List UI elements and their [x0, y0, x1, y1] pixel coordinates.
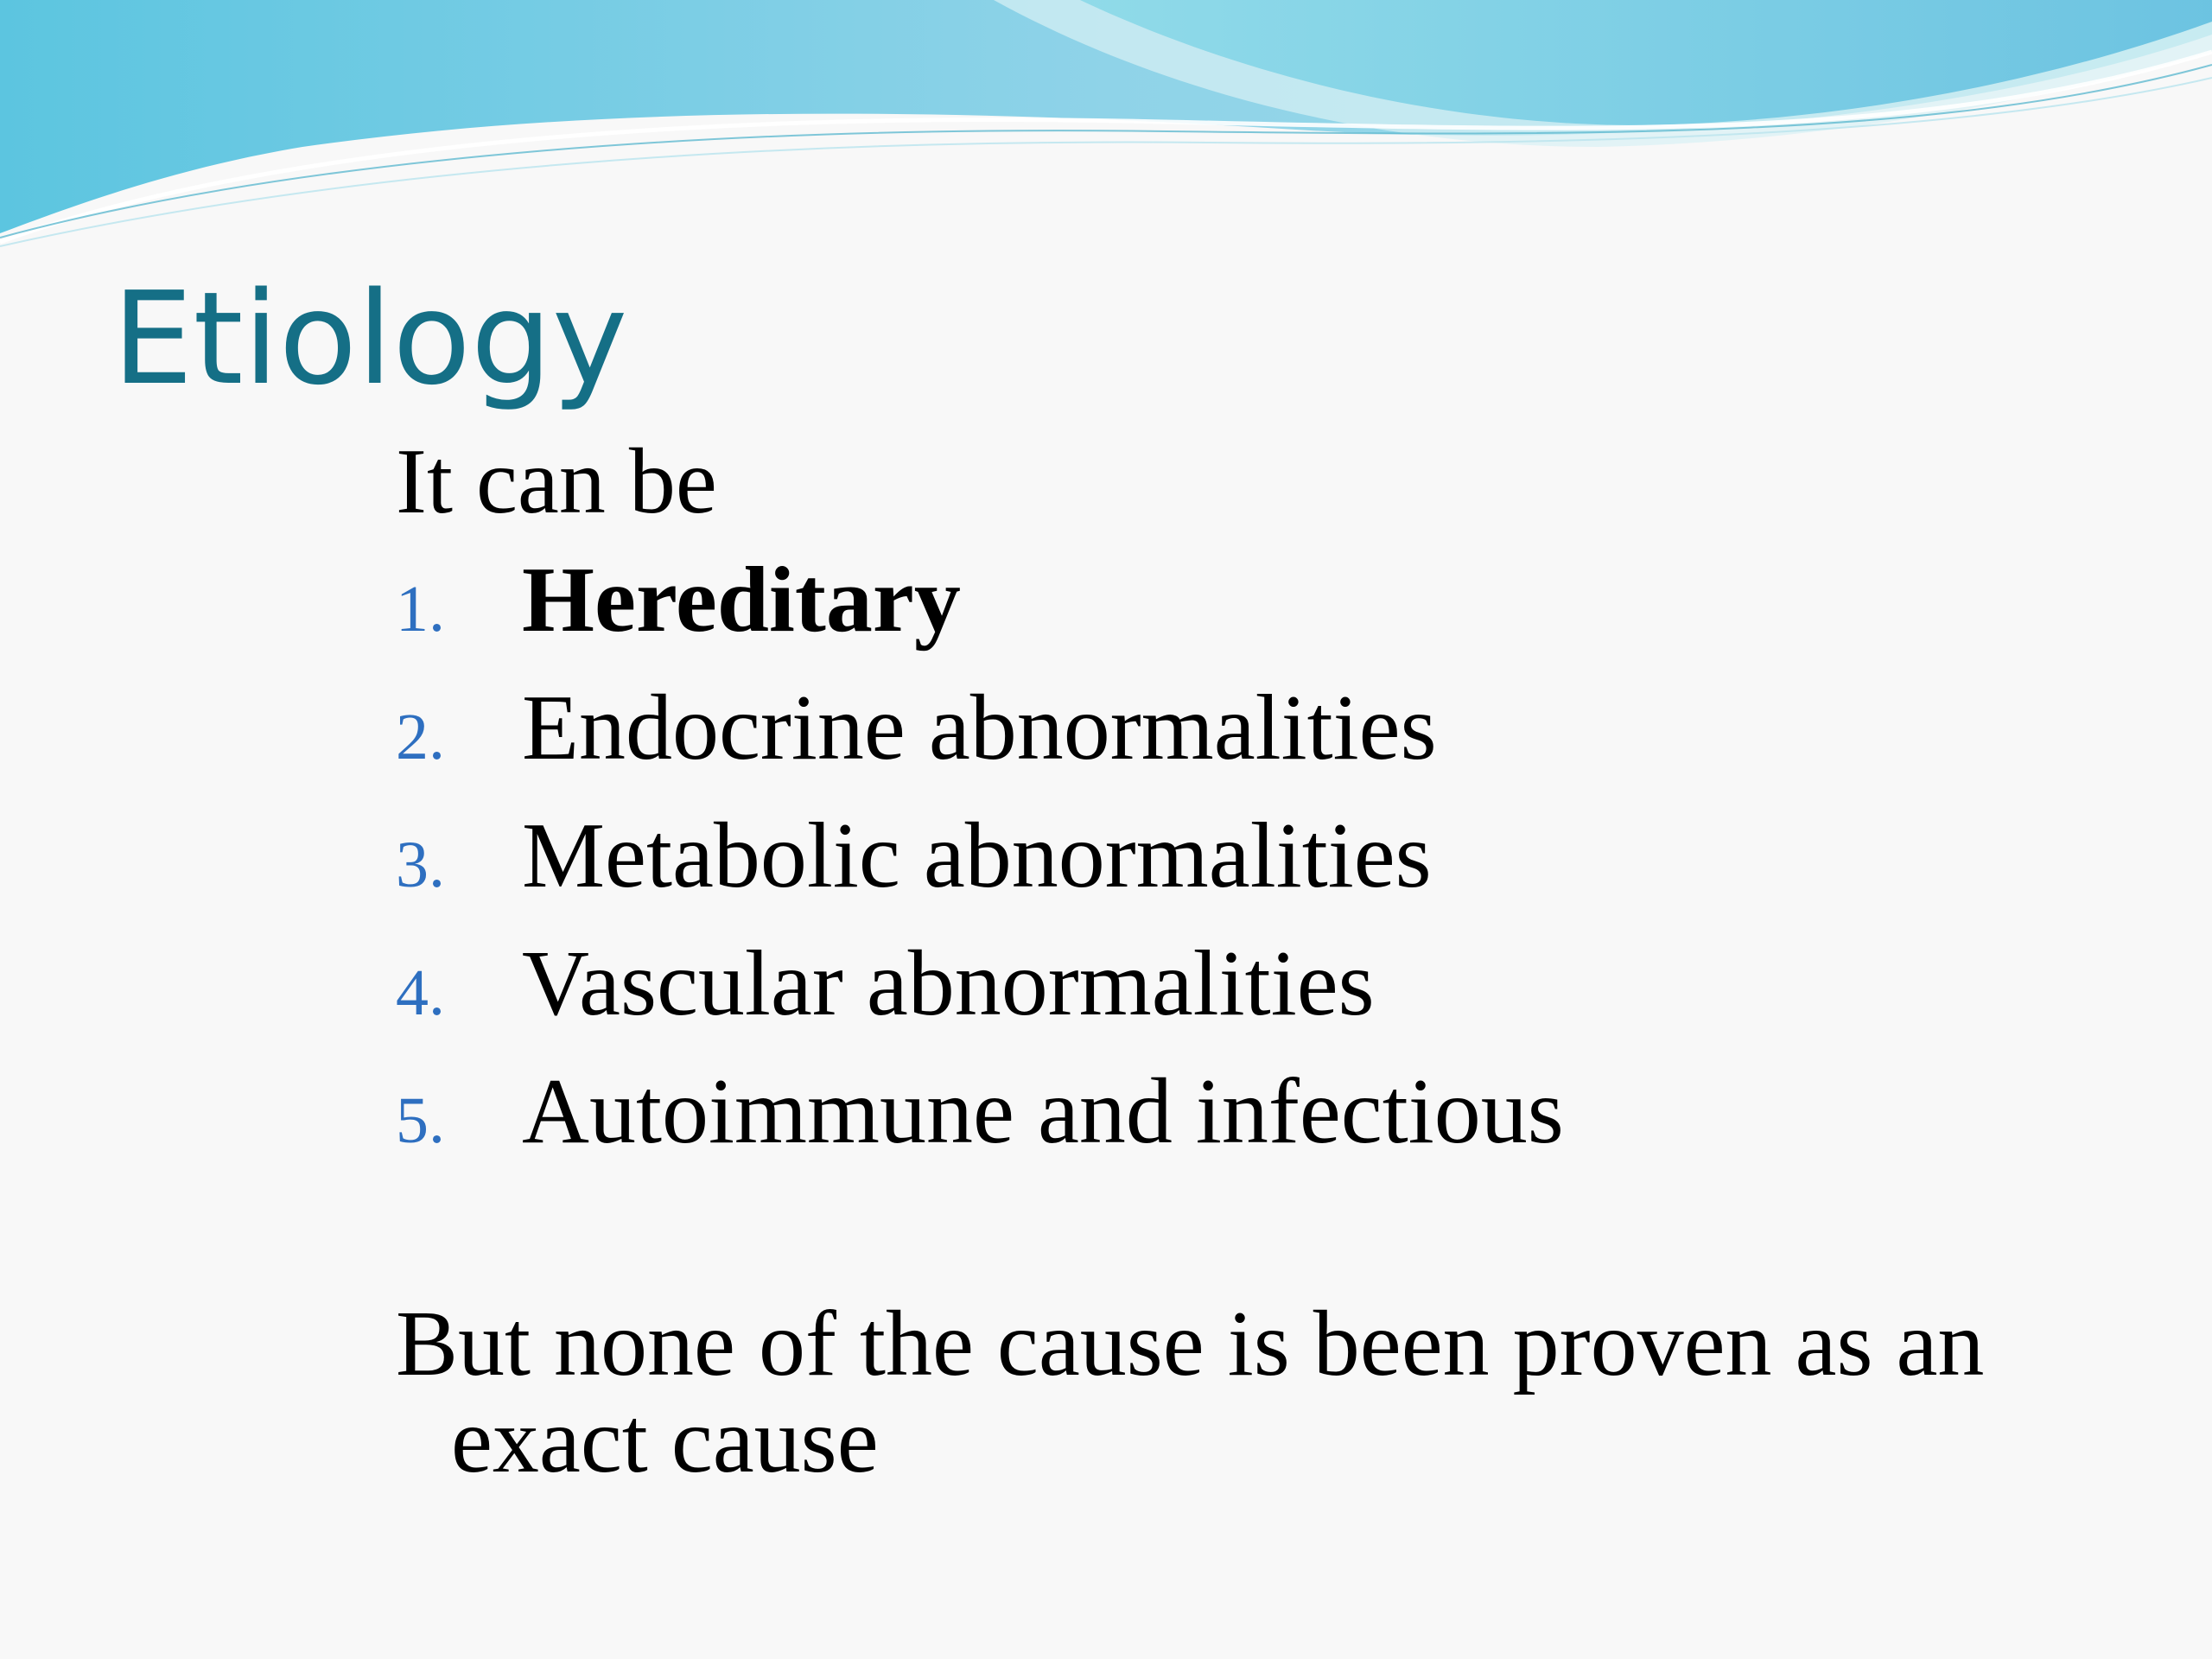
list-number: 4.	[396, 957, 445, 1029]
closing-text: But none of the cause is been proven as an exact cause	[396, 1293, 1985, 1492]
list-number: 2.	[396, 701, 445, 773]
list-item	[396, 669, 2141, 797]
paragraph-spacer	[396, 1180, 2141, 1296]
list-item-text: Hereditary	[522, 549, 961, 652]
header-wave-decoration	[0, 0, 2212, 259]
list-item-text: Autoimmune and infectious	[522, 1060, 1564, 1163]
etiology-list	[396, 541, 2141, 1180]
list-number: 1.	[396, 573, 445, 645]
list-item	[396, 797, 2141, 925]
list-item	[396, 541, 2141, 669]
list-item	[396, 1052, 2141, 1180]
list-item-text: Vascular abnormalities	[522, 932, 1375, 1035]
slide-body	[396, 423, 2141, 1490]
slide-title: Etiology	[112, 264, 628, 413]
list-number: 3.	[396, 829, 445, 901]
list-item	[396, 925, 2141, 1052]
intro-text: It can be	[396, 430, 717, 533]
list-item-text: Endocrine abnormalities	[522, 677, 1437, 779]
list-number: 5.	[396, 1084, 445, 1157]
list-item-text: Metabolic abnormalities	[522, 804, 1432, 907]
